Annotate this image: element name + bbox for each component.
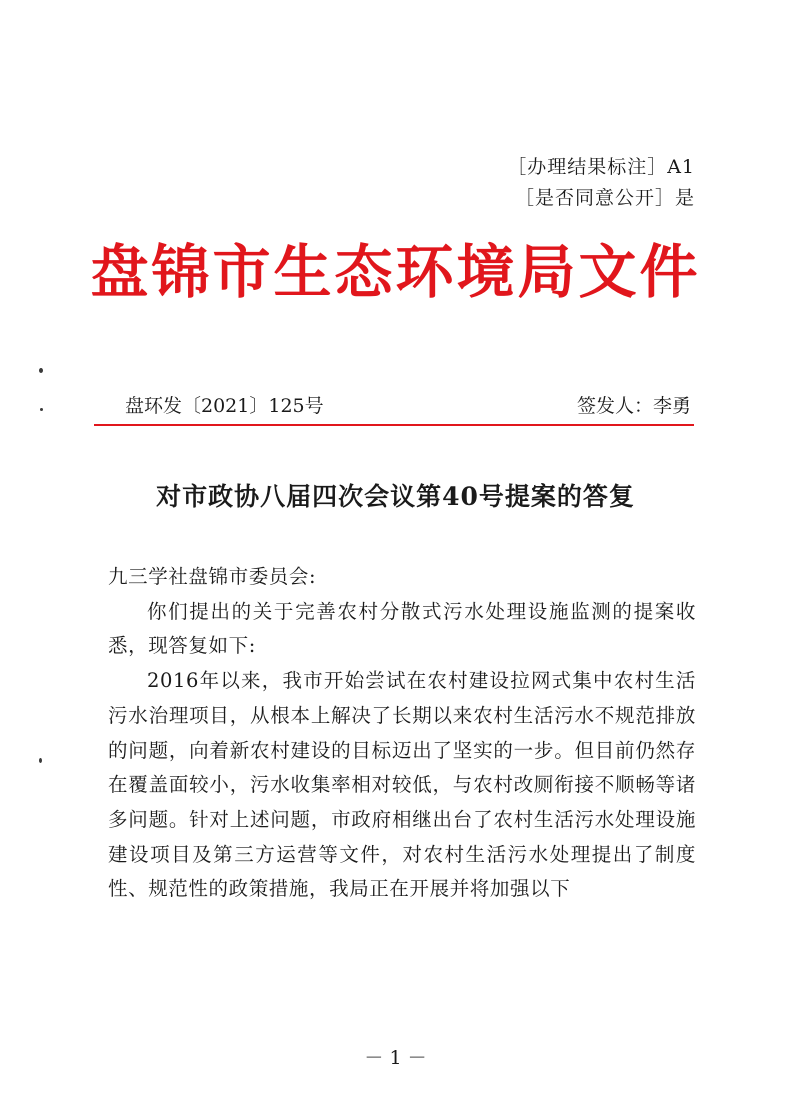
document-number: 盘环发〔2021〕125号: [125, 395, 324, 417]
scan-speck: [39, 368, 43, 373]
signer: 签发人：李勇: [576, 395, 691, 417]
body-paragraph: 2016年以来，我市开始尝试在农村建设拉网式集中农村生活污水治理项目，从根本上解决了长期以来农村生活污水不规范排放的问题，向着新农村建设的目标迈出了坚实的一步。但目前仍然存在覆盖面较小，污水收集率相对较低，与农村改厕衔接不顺畅等诸多问题。针对上述问题，市政府相继出台了农村生活污水处理设施建设项目及第三方运营等文件，对农村生活污水处理提出了制度性、规范性的政策措施，我局正在开展并将加强以下: [108, 669, 696, 901]
red-divider-line: [94, 424, 694, 426]
document-masthead: 盘锦市生态环境局文件: [90, 238, 701, 306]
page-number: － 1 －: [364, 1047, 427, 1069]
handling-result-annotation: ［办理结果标注］A1: [507, 156, 695, 178]
salutation: 九三学社盘锦市委员会:: [108, 565, 317, 588]
document-body: [108, 560, 696, 907]
scan-speck: [40, 408, 43, 411]
body-paragraph: 你们提出的关于完善农村分散式污水处理设施监测的提案收悉，现答复如下:: [108, 599, 696, 658]
document-title: 对市政协八届四次会议第40号提案的答复: [156, 482, 635, 511]
scan-speck: [39, 758, 42, 763]
public-consent-annotation: ［是否同意公开］是: [514, 187, 695, 209]
